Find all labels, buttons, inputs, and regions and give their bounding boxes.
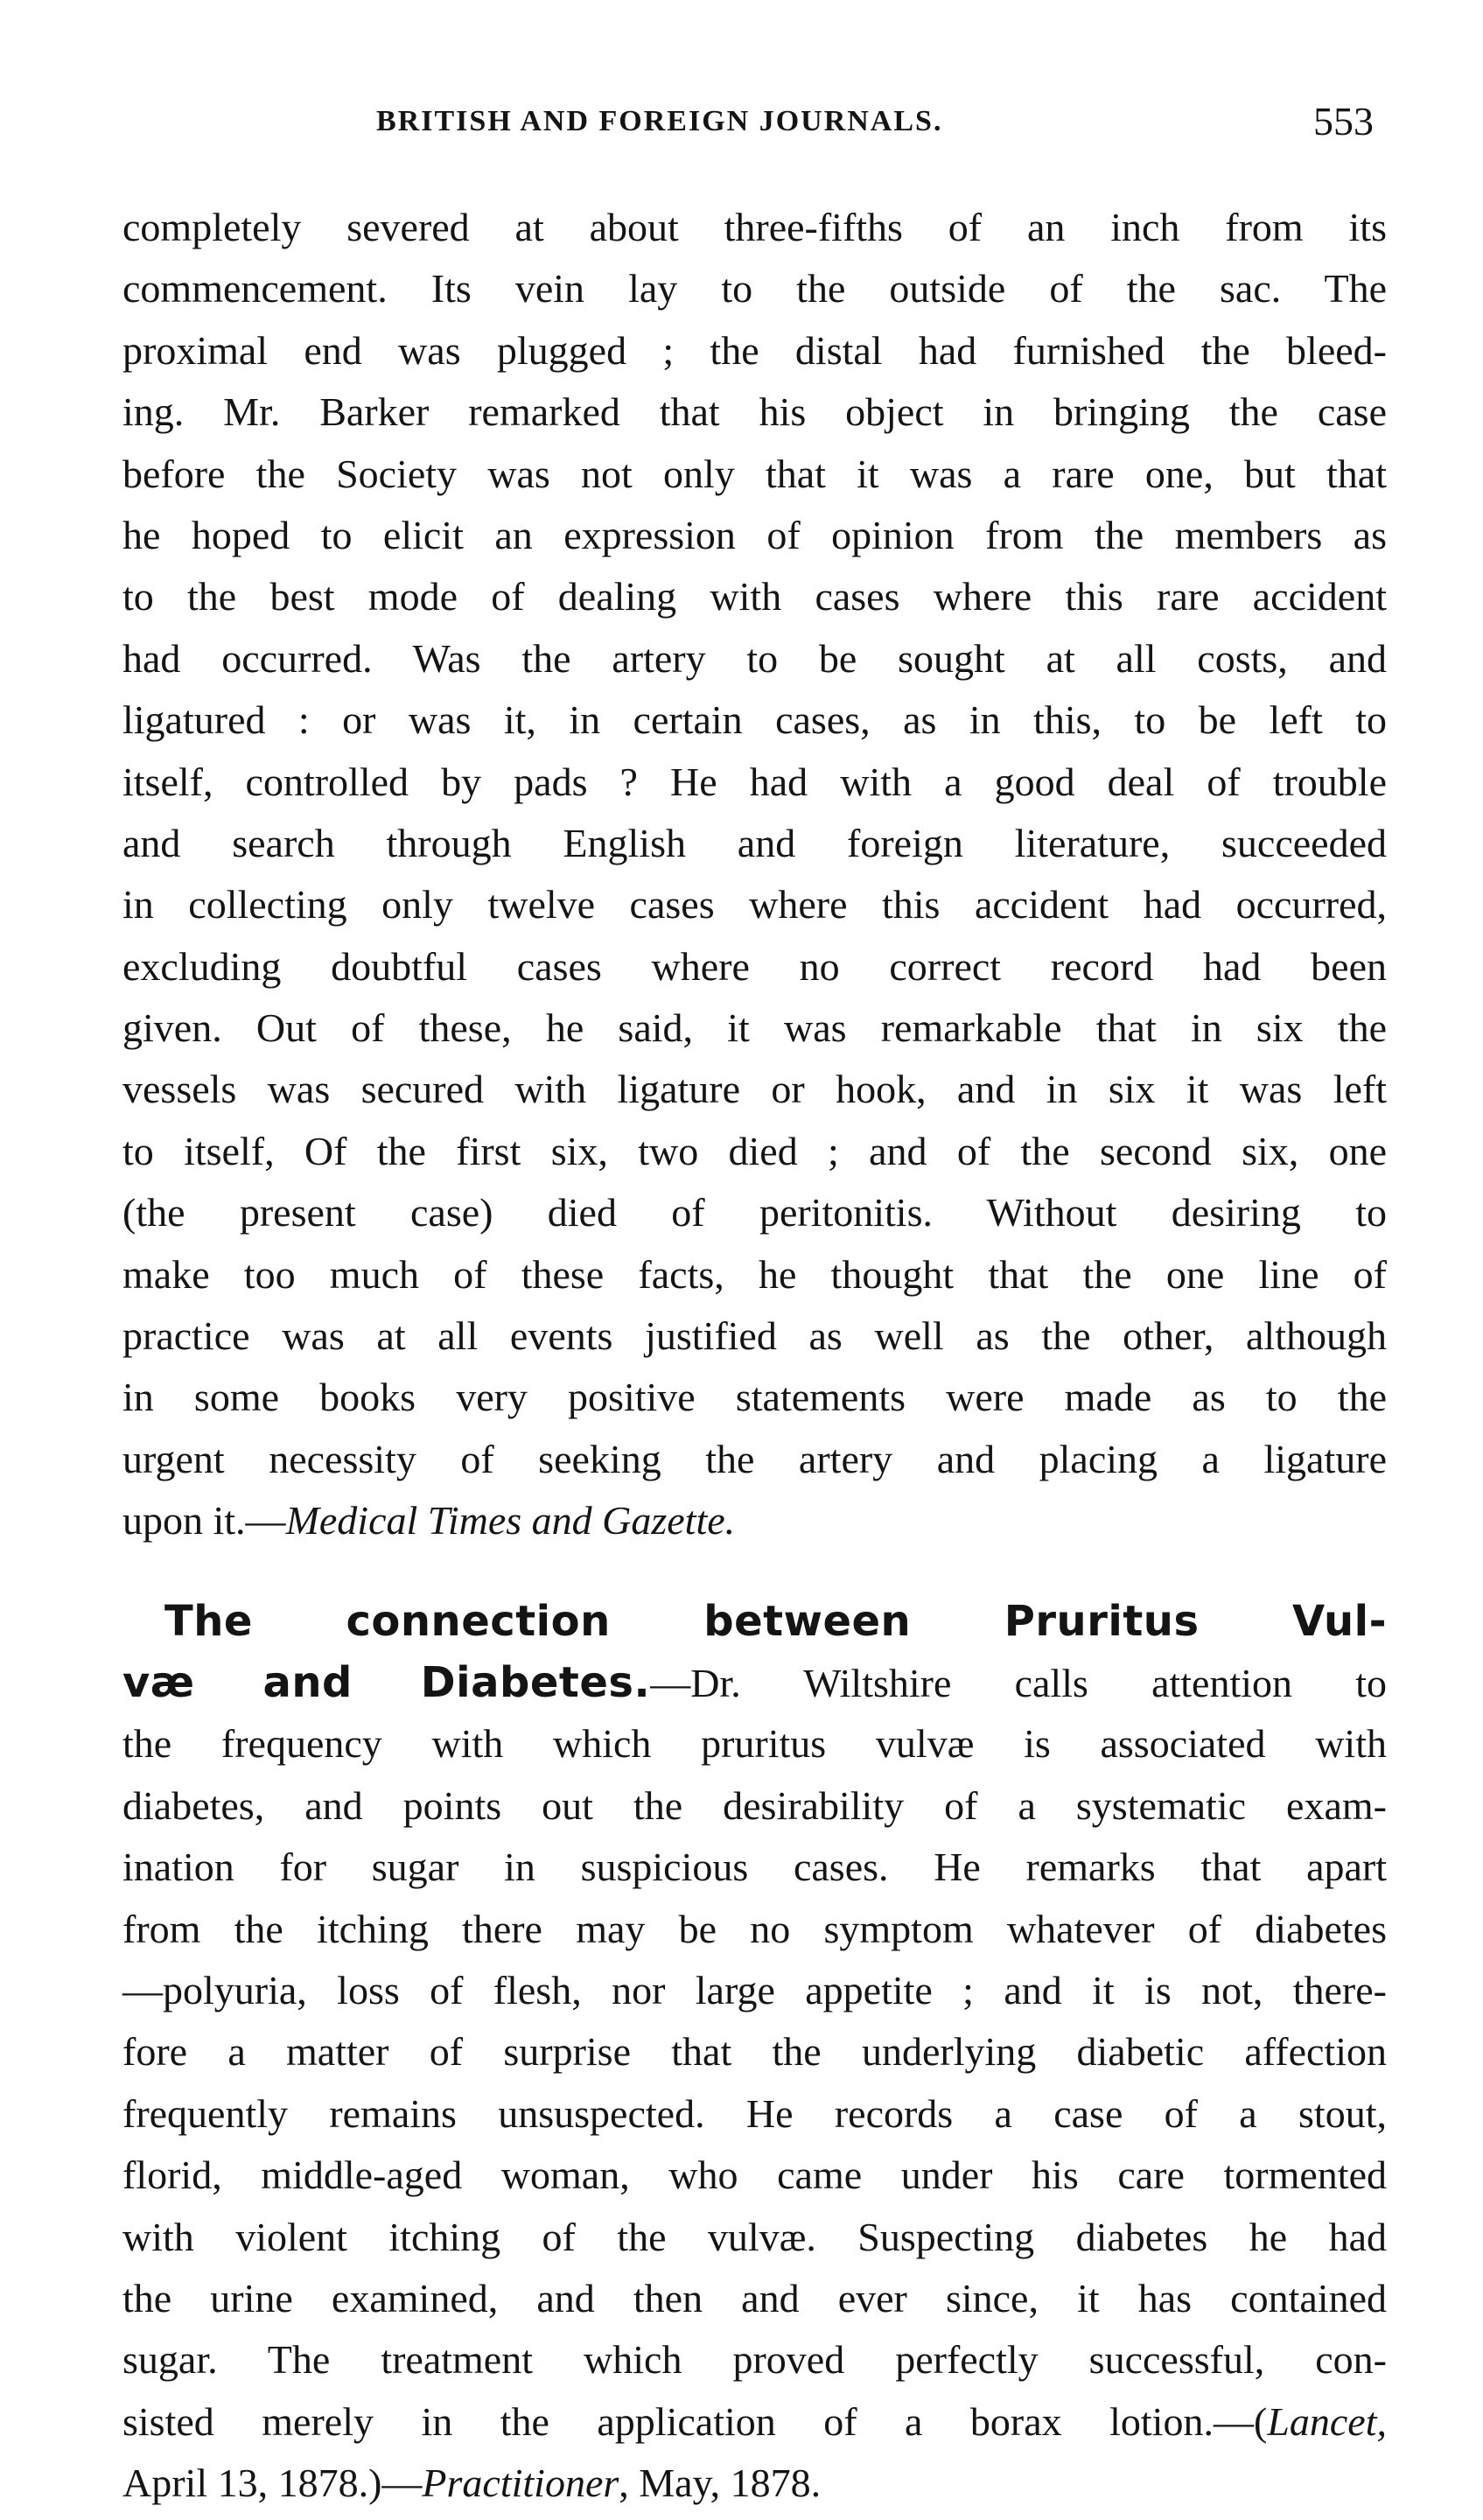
text-line: in collecting only twelve cases where this accident had occurred, xyxy=(122,882,1387,928)
text-line: ination for sugar in suspicious cases. He remarks that apart xyxy=(122,1844,1387,1890)
text-line xyxy=(122,2391,1387,2453)
text-line: proximal end was plugged ; the distal had furnished the bleed- xyxy=(122,327,1387,373)
text-line: excluding doubtful cases where no correct record had been xyxy=(122,943,1387,989)
line-text: sisted merely in the application of a borax lotion.—( xyxy=(122,2398,1268,2444)
text-line: fore a matter of surprise that the underlying diabetic affection xyxy=(122,2029,1387,2075)
text-line: had occurred. Was the artery to be sought at all costs, and xyxy=(122,635,1387,681)
text-line: florid, middle-aged woman, who came under his care tormented xyxy=(122,2152,1387,2198)
text-line: ing. Mr. Barker remarked that his object in bringing the case xyxy=(122,389,1387,435)
text-line: (the present case) died of peritonitis. Without desiring to xyxy=(122,1190,1387,1236)
text-line: before the Society was not only that it was a rare one, but that xyxy=(122,451,1387,496)
text-line: completely severed at about three-fifths of an inch from its xyxy=(122,205,1387,249)
line-text: upon it.— xyxy=(122,1498,286,1544)
text-line: given. Out of these, he said, it was remarkable that in six the xyxy=(122,1005,1387,1051)
text-line: the frequency with which pruritus vulvæ is associated with xyxy=(122,1721,1387,1767)
text-line: he hoped to elicit an expression of opinion from the members as xyxy=(122,512,1387,557)
text-line-last xyxy=(122,2453,1387,2514)
source-citation: Practitioner xyxy=(422,2460,619,2506)
article-heading: The connection between Pruritus Vul- xyxy=(164,1596,1387,1646)
line-text: , May, 1878. xyxy=(619,2460,822,2506)
source-citation: Lancet, xyxy=(1267,2398,1387,2444)
source-citation: Medical Times and Gazette. xyxy=(285,1498,736,1544)
text-line: in some books very positive statements were made as to the xyxy=(122,1375,1387,1420)
text-line: make too much of these facts, he thought that the one line of xyxy=(122,1251,1387,1297)
text-line: the urine examined, and then and ever since, it has contained xyxy=(122,2275,1387,2320)
article-heading-continued: væ and Diabetes. xyxy=(122,1657,651,1707)
text-line: urgent necessity of seeking the artery and placing a ligature xyxy=(122,1436,1387,1481)
text-line xyxy=(122,1652,1387,1713)
text-line: with violent itching of the vulvæ. Suspecting diabetes he had xyxy=(122,2214,1387,2259)
text-line: to the best mode of dealing with cases where this rare accident xyxy=(122,574,1387,620)
text-line: to itself, Of the first six, two died ; and of the second six, one xyxy=(122,1128,1387,1173)
line-text: April 13, 1878.)— xyxy=(122,2460,423,2506)
running-title: BRITISH AND FOREIGN JOURNALS. xyxy=(376,105,943,137)
article-pruritus-diabetes xyxy=(122,1591,1387,2515)
line-text: —Dr. Wiltshire calls attention to xyxy=(650,1660,1387,1705)
page-number: 553 xyxy=(1313,99,1374,144)
article-heading-line xyxy=(122,1591,1387,1652)
section-gap xyxy=(122,1552,1387,1591)
article-continued xyxy=(122,197,1387,1552)
text-line: ligatured : or was it, in certain cases, as in this, to be left to xyxy=(122,697,1387,743)
text-line: sugar. The treatment which proved perfectly successful, con- xyxy=(122,2337,1387,2383)
text-line-last xyxy=(122,1490,1387,1551)
text-line: itself, controlled by pads ? He had with a good deal of trouble xyxy=(122,759,1387,804)
text-line: and search through English and foreign literature, succeeded xyxy=(122,820,1387,865)
running-head xyxy=(122,99,1382,156)
text-line: vessels was secured with ligature or hook, and in six it was left xyxy=(122,1067,1387,1112)
text-line: frequently remains unsuspected. He records a case of a stout, xyxy=(122,2090,1387,2136)
text-line: —polyuria, loss of flesh, nor large appetite ; and it is not, there- xyxy=(122,1967,1387,2012)
text-line: practice was at all events justified as well as the other, although xyxy=(122,1313,1387,1359)
text-line: commencement. Its vein lay to the outside of the sac. The xyxy=(122,266,1387,312)
text-line: from the itching there may be no symptom whatever of diabetes xyxy=(122,1906,1387,1951)
text-line: diabetes, and points out the desirability of a systematic exam- xyxy=(122,1782,1387,1828)
page-body xyxy=(122,197,1387,2514)
